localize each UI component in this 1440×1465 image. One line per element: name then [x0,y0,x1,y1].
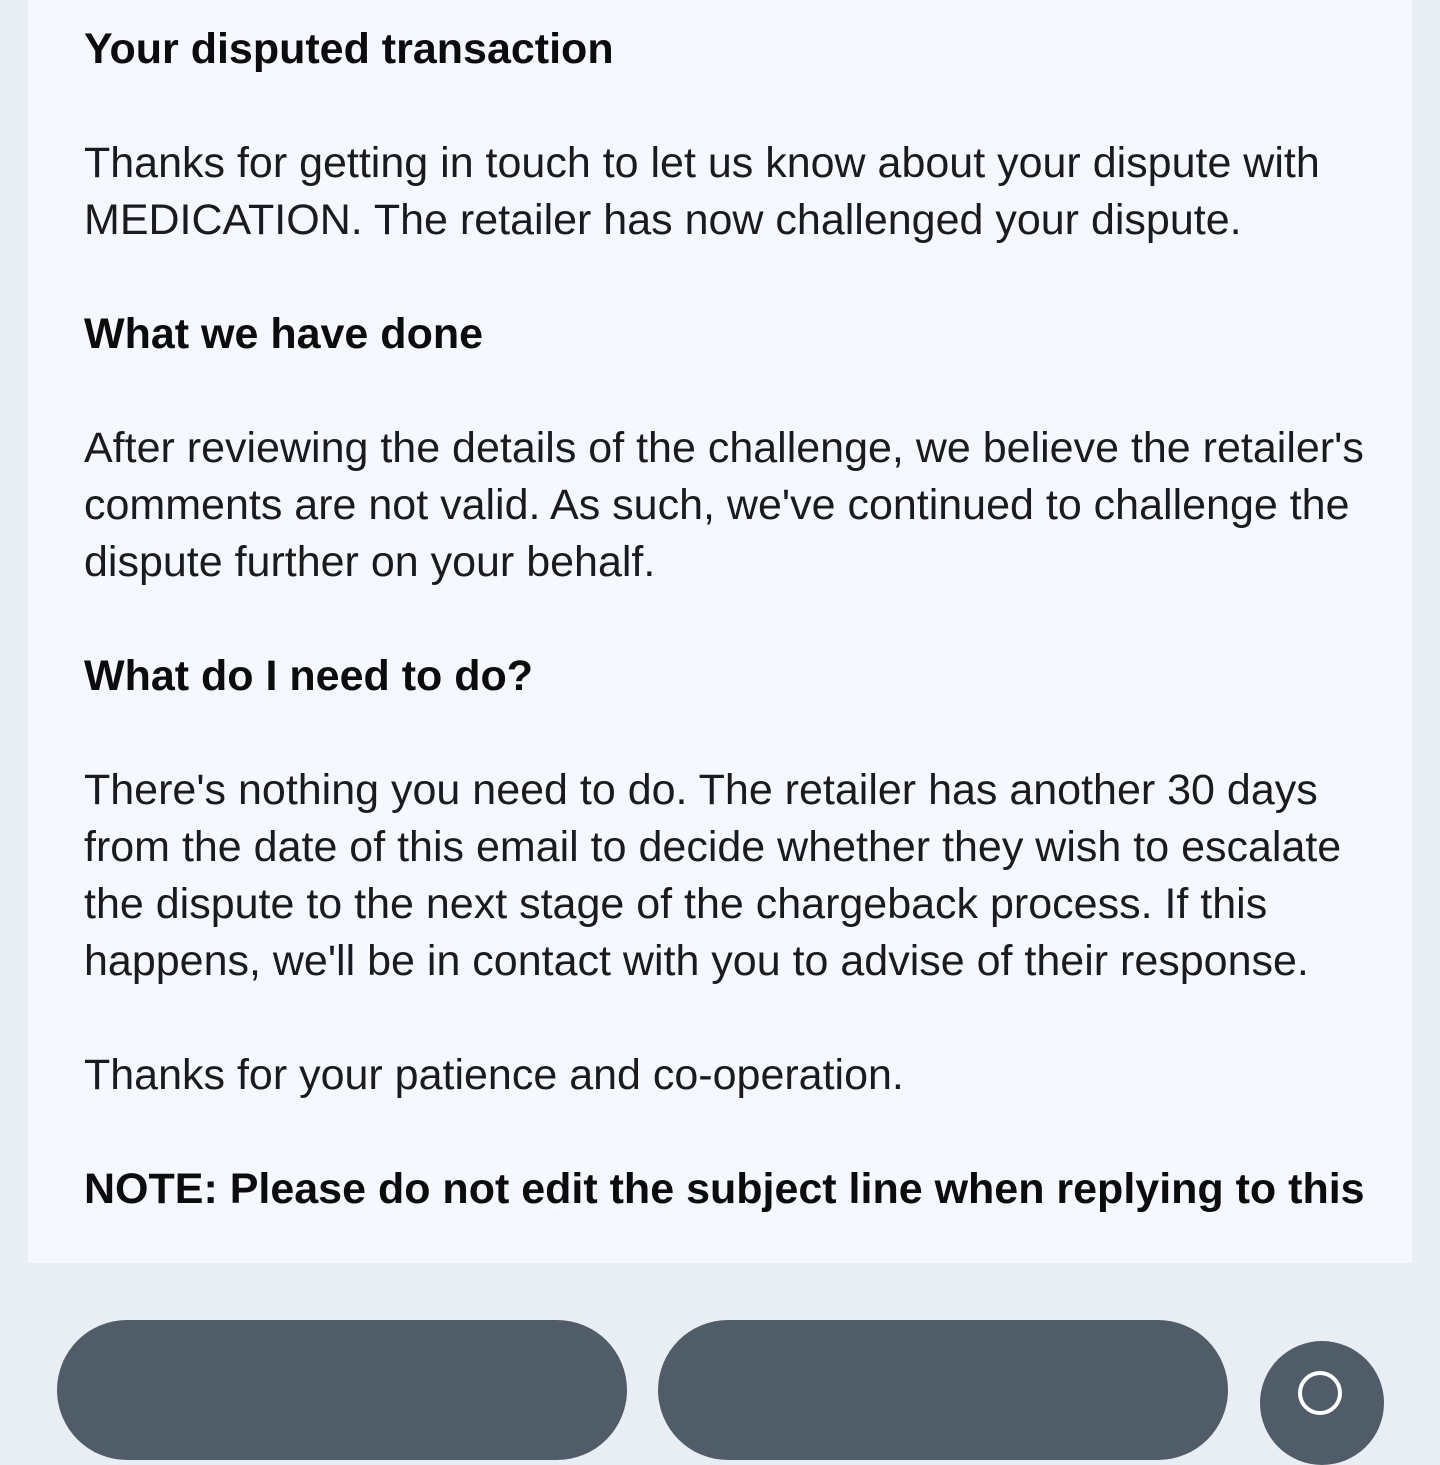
action-button-left[interactable] [57,1320,627,1460]
email-message-card [28,0,1412,1263]
email-body [84,0,1374,1218]
spacer [84,591,1374,648]
spacer [84,1104,1374,1161]
heading-what-do-i-need-to-do: What do I need to do? [84,652,534,700]
spacer [84,363,1374,420]
spacer [84,705,1374,762]
action-button-right[interactable] [658,1320,1228,1460]
note-paragraph: NOTE: Please do not edit the subject line when replying to this [84,1165,1365,1213]
spacer [84,990,1374,1047]
todo-paragraph: There's nothing you need to do. The retailer has another 30 days from the date of this email to decide whether they wish to escalate the dispute to the next stage of the chargeback process. If this happens, we'll be in contact with you to advise of their response. [84,766,1342,985]
heading-disputed-transaction: Your disputed transaction [84,25,614,73]
done-paragraph: After reviewing the details of the challenge, we believe the retailer's comments are not valid. As such, we've continued to challenge the dispute further on your behalf. [84,424,1364,586]
circle-icon [1298,1371,1342,1415]
heading-what-we-have-done: What we have done [84,310,484,358]
thanks-paragraph: Thanks for your patience and co-operation. [84,1051,904,1099]
floating-action-button[interactable] [1260,1341,1384,1465]
spacer [84,249,1374,306]
intro-paragraph: Thanks for getting in touch to let us know about your dispute with MEDICATION. The retailer has now challenged your dispute. [84,139,1320,244]
bottom-action-bar [0,1263,1440,1381]
spacer [84,78,1374,135]
